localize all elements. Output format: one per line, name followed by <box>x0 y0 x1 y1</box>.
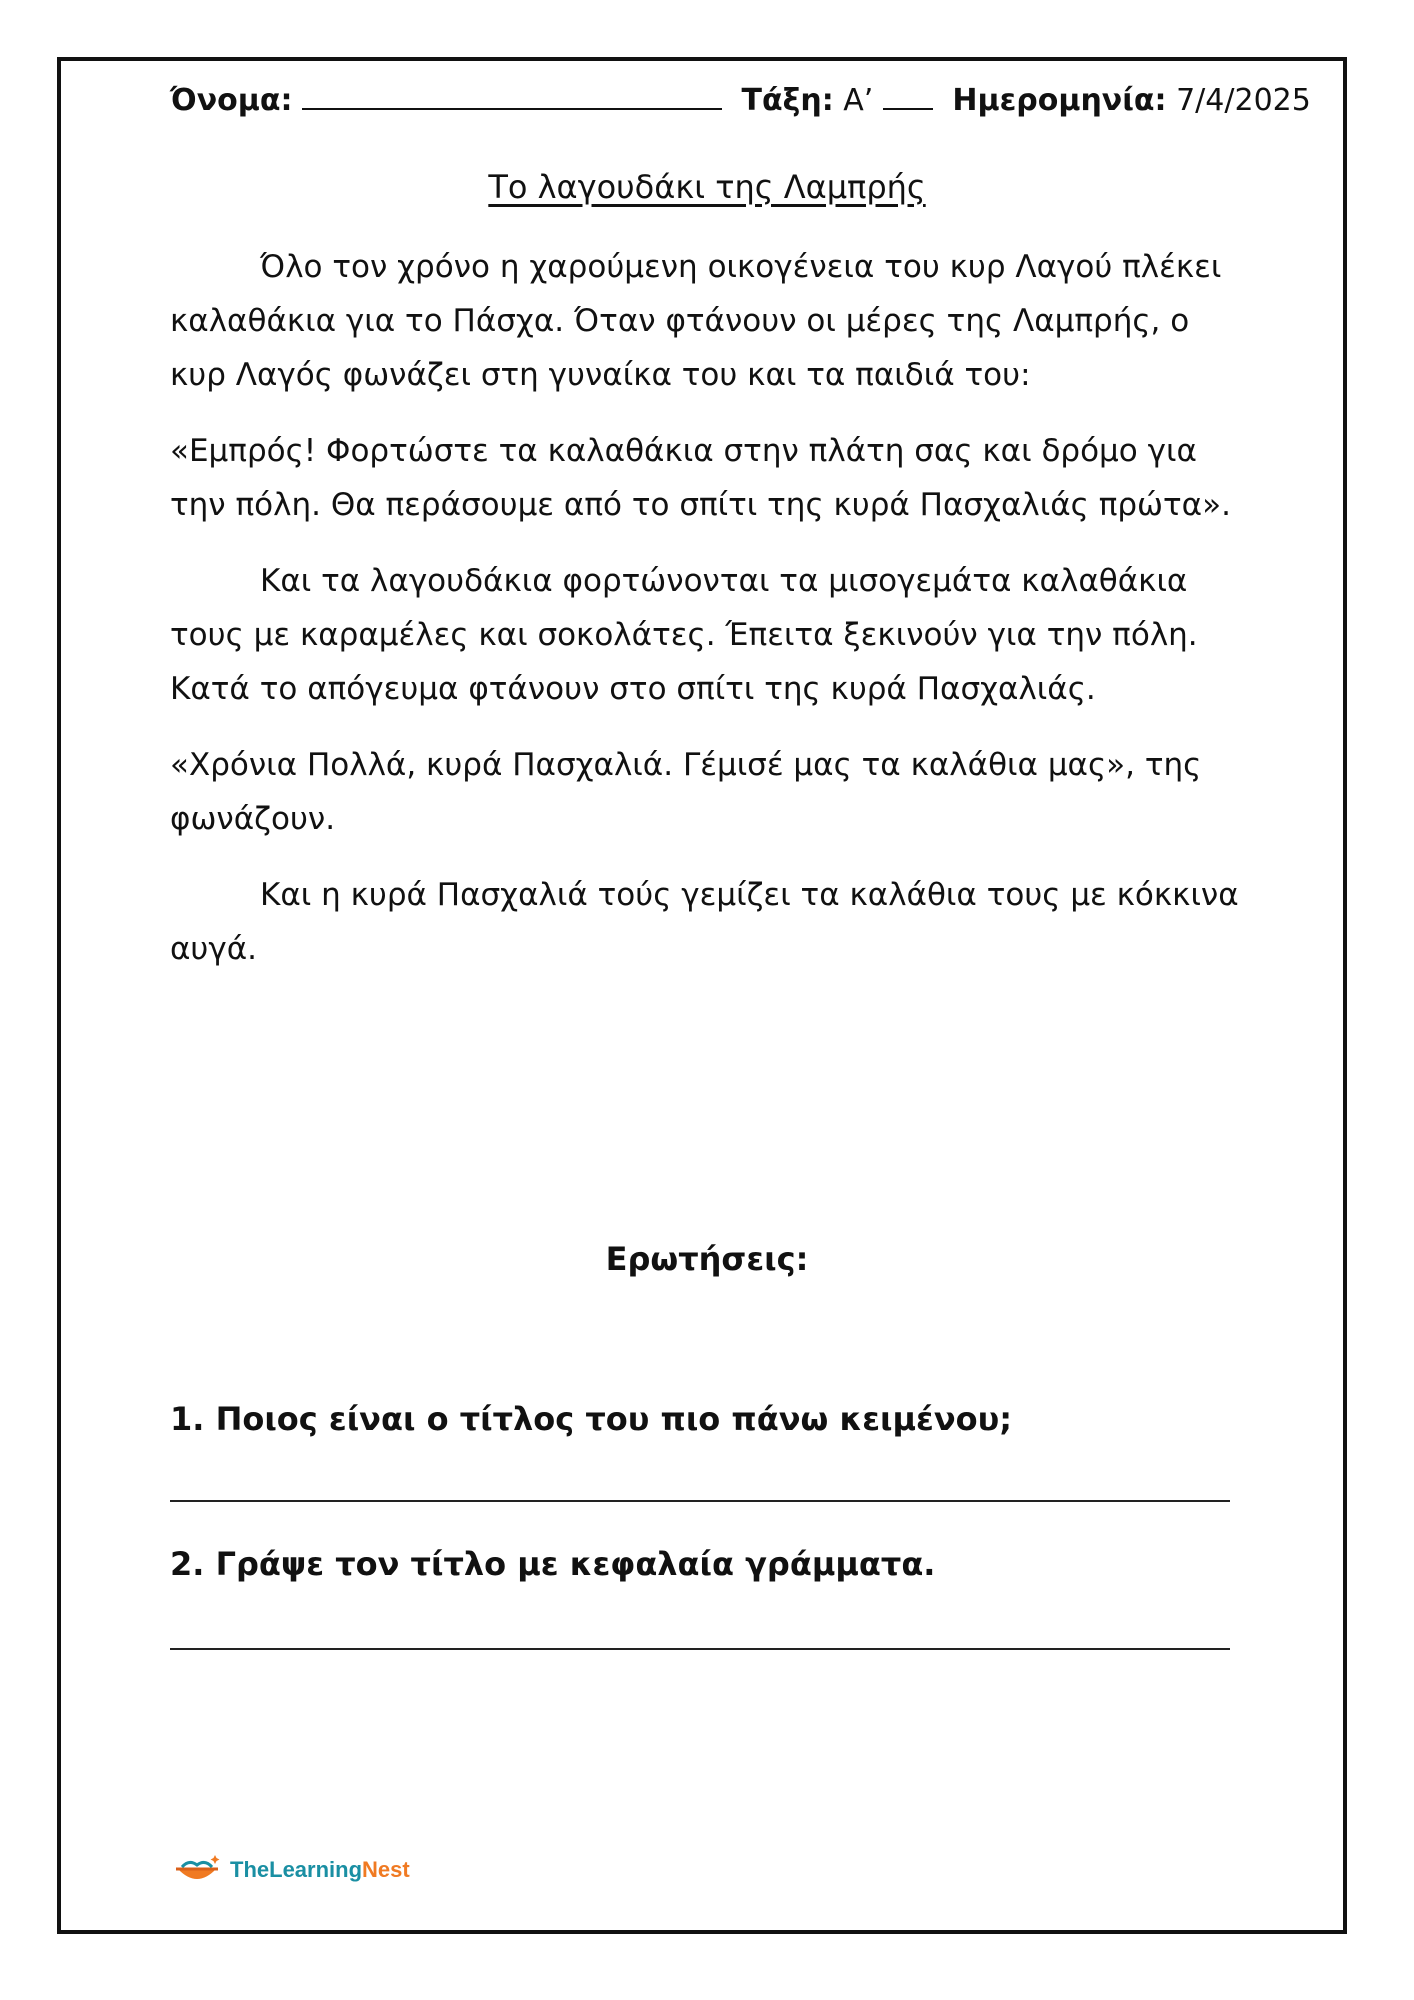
story-paragraph: Όλο τον χρόνο η χαρούμενη οικογένεια του κυρ Λαγού πλέκει καλαθάκια για το Πάσχα. Όταν φτάνουν οι μέρες της Λαμπρής, ο κυρ Λαγός φωνάζει στη γυναίκα του και τα παιδιά του: <box>170 249 1222 393</box>
nest-book-icon <box>172 1853 222 1887</box>
story-body <box>170 240 1240 998</box>
question-1: 1. Ποιος είναι ο τίτλος του πιο πάνω κειμένου; <box>170 1400 1013 1438</box>
class-blank[interactable] <box>883 78 933 110</box>
date-label: Ημερομηνία: <box>952 83 1167 118</box>
questions-heading: Ερωτήσεις: <box>605 1240 809 1278</box>
story-paragraph: «Εμπρός! Φορτώστε τα καλαθάκια στην πλάτη σας και δρόμο για την πόλη. Θα περάσουμε από το σπίτι της κυρά Πασχαλιάς πρώτα». <box>170 433 1231 523</box>
worksheet-header <box>170 78 1311 122</box>
name-blank[interactable] <box>302 78 722 110</box>
logo <box>172 1848 410 1892</box>
class-value: Α’ <box>843 83 874 118</box>
logo-text: TheLearningNest <box>230 1857 410 1882</box>
story-paragraph: Και τα λαγουδάκια φορτώνονται τα μισογεμάτα καλαθάκια τους με καραμέλες και σοκολάτες. Έπειτα ξεκινούν για την πόλη. Κατά το απόγευμα φτάνουν στο σπίτι της κυρά Πασχαλιάς. <box>170 563 1198 707</box>
date-value: 7/4/2025 <box>1176 83 1311 118</box>
story-paragraph: Και η κυρά Πασχαλιά τούς γεμίζει τα καλάθια τους με κόκκινα αυγά. <box>170 877 1239 967</box>
question-2: 2. Γράψε τον τίτλο με κεφαλαία γράμματα. <box>170 1545 936 1583</box>
name-label: Όνομα: <box>170 83 293 118</box>
class-label: Τάξη: <box>741 83 834 118</box>
story-title: Το λαγουδάκι της Λαμπρής <box>488 168 926 206</box>
story-paragraph: «Χρόνια Πολλά, κυρά Πασχαλιά. Γέμισέ μας τα καλάθια μας», της φωνάζουν. <box>170 747 1202 837</box>
answer-line-1[interactable] <box>170 1500 1230 1502</box>
answer-line-2[interactable] <box>170 1648 1230 1650</box>
